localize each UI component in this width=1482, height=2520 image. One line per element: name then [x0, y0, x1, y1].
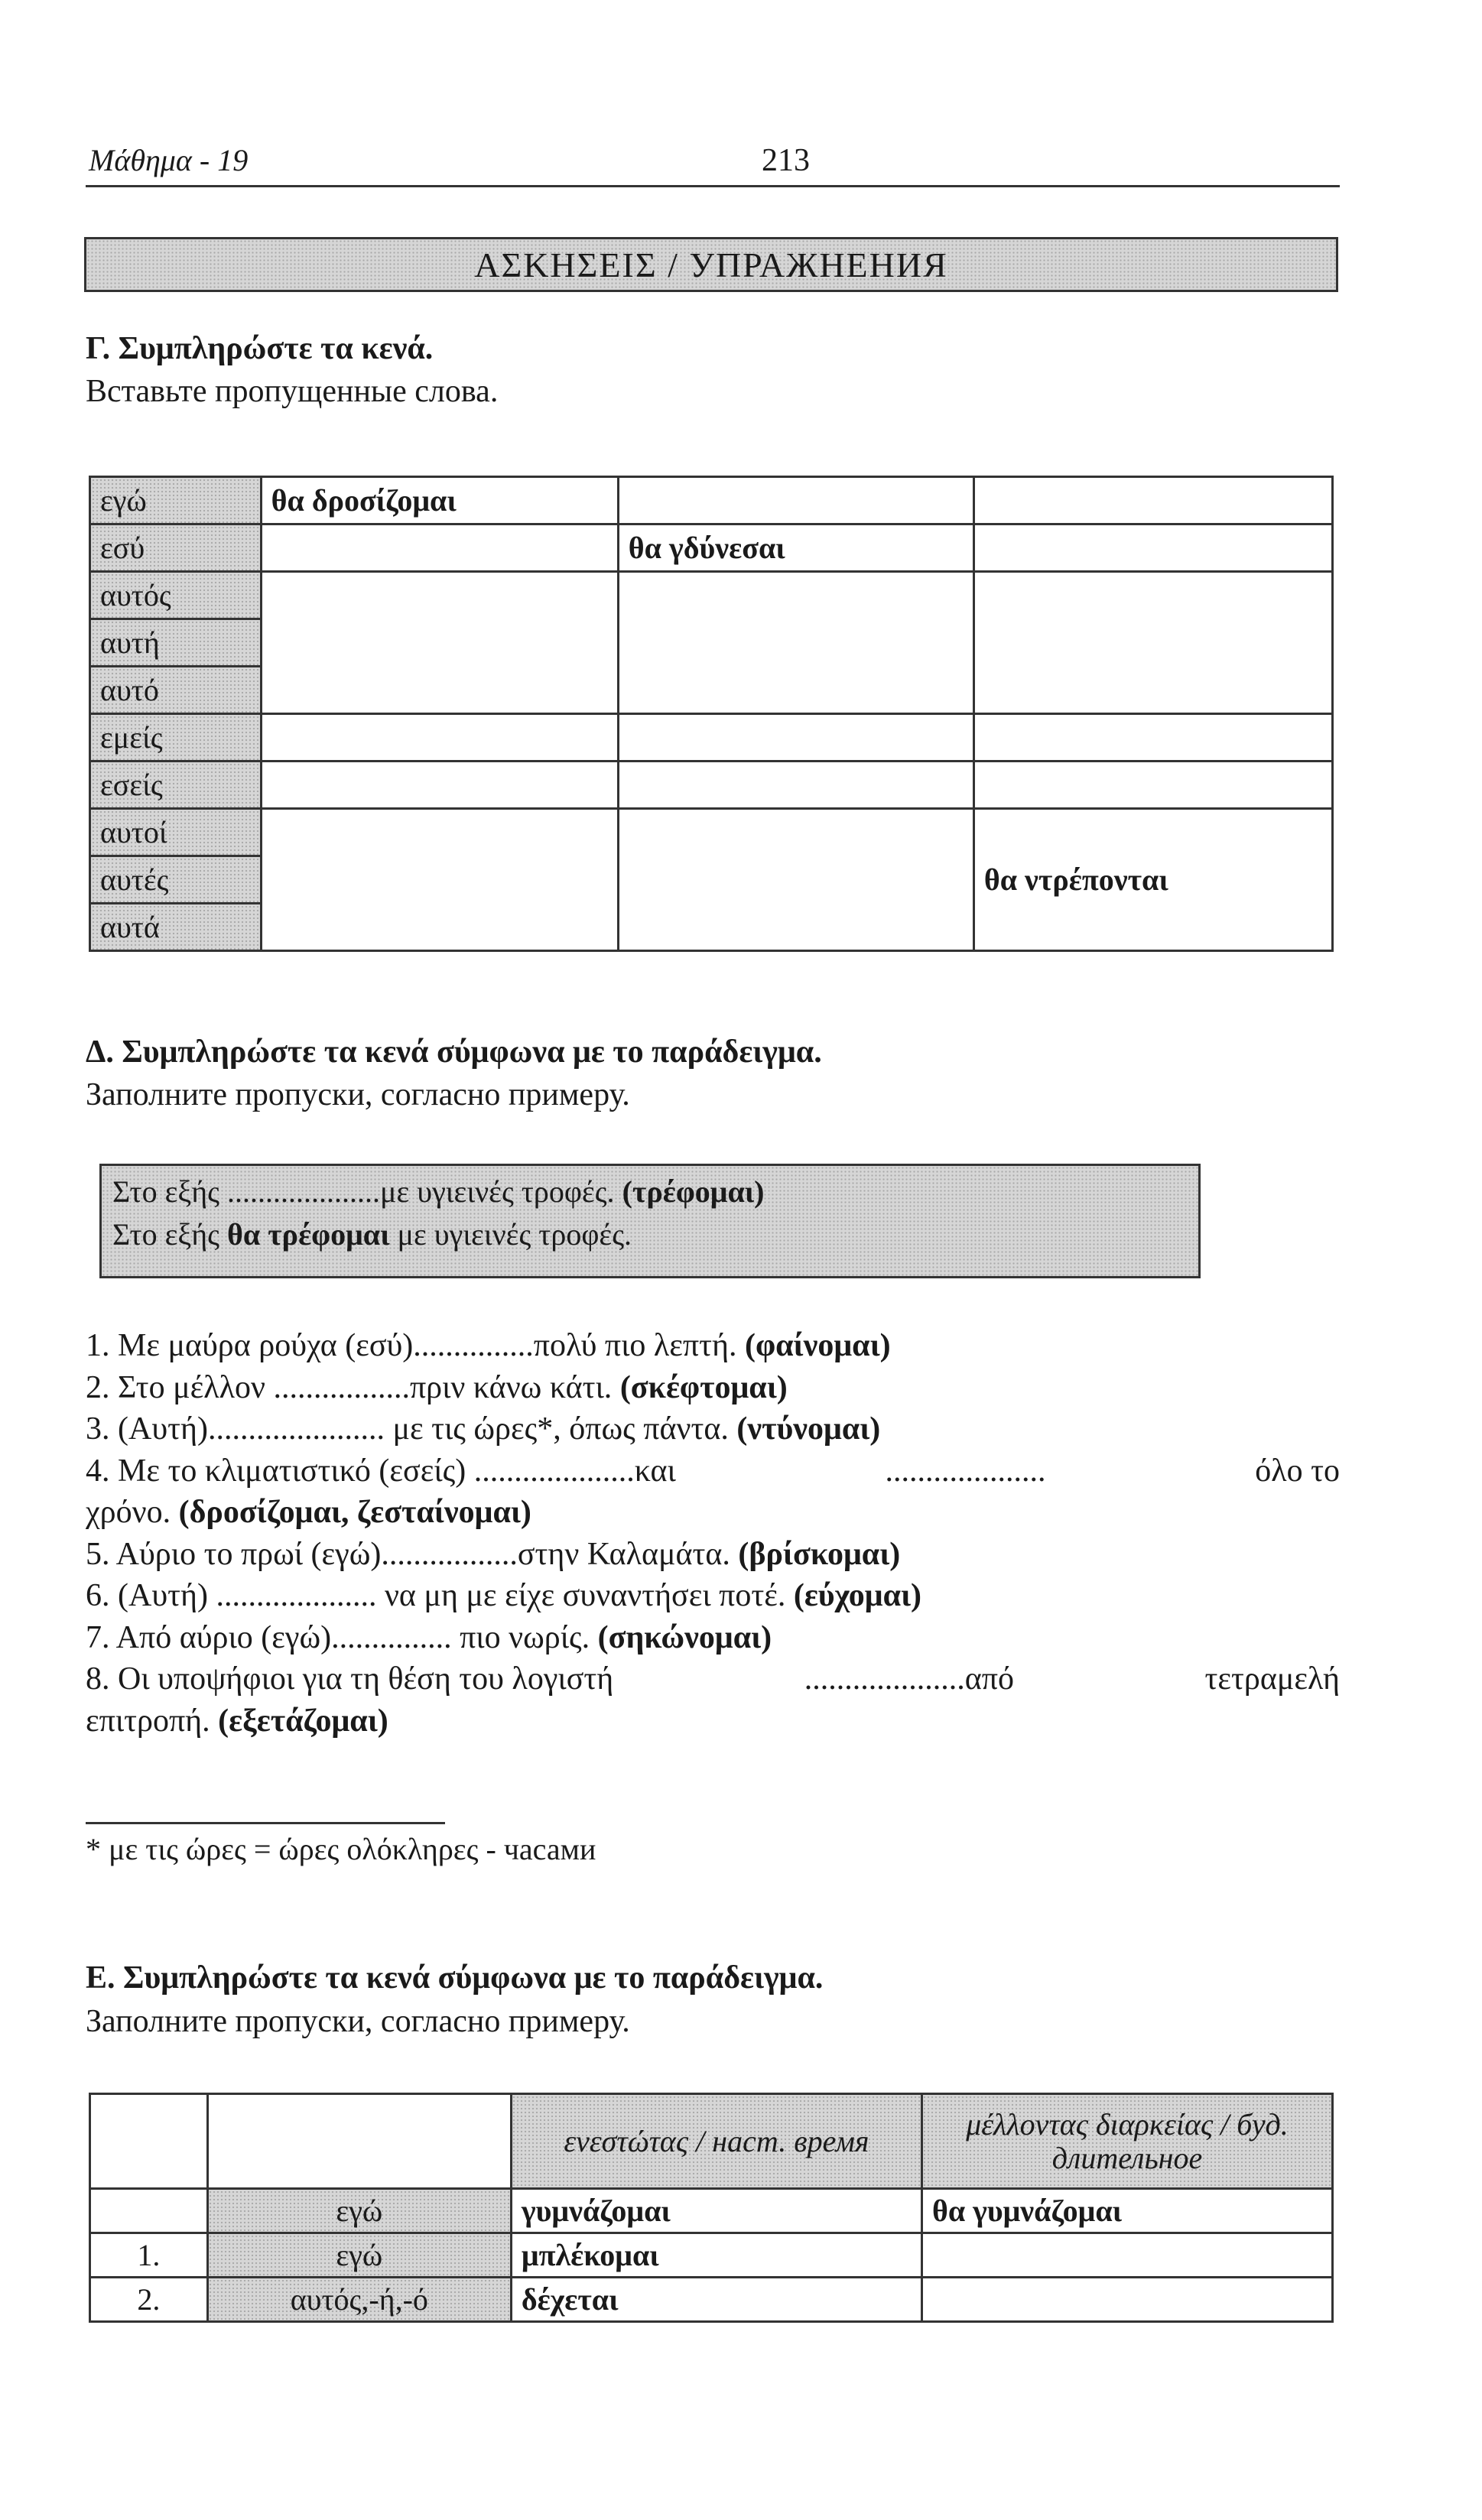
example-answer: θα τρέφομαι [227, 1217, 390, 1252]
blank-cell [90, 2094, 208, 2189]
answer-cell: θα ντρέπονται [973, 809, 1332, 951]
item-number: 2. [86, 1369, 110, 1405]
blank-cell [207, 2094, 511, 2189]
exercise-item-continuation [86, 1492, 1340, 1534]
example-line-1 [112, 1171, 1188, 1213]
header-future: μέλλοντας διαρκείας / буд. длительное [921, 2094, 1332, 2189]
item-verb: (βρίσκομαι) [738, 1536, 901, 1572]
page-header [86, 138, 1340, 187]
item-text: Με το κλιματιστικό (εσείς) ....................και [109, 1453, 676, 1489]
section-banner: ΑΣΚΗΣΕΙΣ / УПРАЖНЕНИЯ [84, 237, 1338, 292]
exercise-item [86, 1534, 1340, 1576]
answer-cell [973, 714, 1332, 762]
item-number: 5. [86, 1536, 110, 1572]
item-text: όλο το [1255, 1453, 1340, 1489]
item-blank: ....................από [804, 1661, 1014, 1697]
item-verb: (εύχομαι) [793, 1578, 922, 1613]
item-text: Στο μέλλον .................πριν κάνω κάτι. [109, 1369, 620, 1405]
pronoun-cell: αυτοί [90, 809, 262, 856]
answer-cell [261, 572, 618, 714]
item-text: Από αύριο (εγώ)............... πιο νωρίς. [109, 1619, 598, 1655]
section-d-subtitle: Заполните пропуски, согласно примеру. [86, 1077, 630, 1112]
present-cell: γυμνάζομαι [511, 2189, 921, 2233]
item-text: (Αυτή)...................... με τις ώρες*, όπως πάντα. [109, 1411, 737, 1447]
pronoun-cell: αυτές [90, 856, 262, 904]
item-text: Με μαύρα ρούχα (εσύ)...............πολύ πιο λεπτή. [109, 1328, 745, 1363]
exercise-item [86, 1575, 1340, 1617]
pronoun-cell: αυτή [90, 619, 262, 667]
conjugation-table-e [89, 2093, 1334, 2323]
pronoun-cell: αυτός,-ή,-ό [207, 2278, 511, 2322]
blank-cell [90, 2189, 208, 2233]
exercise-item [86, 1450, 1340, 1492]
pronoun-cell: εσύ [90, 524, 262, 572]
answer-cell [973, 524, 1332, 572]
example-box [99, 1164, 1201, 1278]
pronoun-cell: αυτά [90, 904, 262, 951]
row-number: 2. [90, 2278, 208, 2322]
future-cell [921, 2233, 1332, 2278]
example-line-2 [112, 1213, 1188, 1256]
example-text: Στο εξής [112, 1217, 228, 1252]
row-number: 1. [90, 2233, 208, 2278]
page-number: 213 [762, 143, 810, 178]
pronoun-cell: εμείς [90, 714, 262, 762]
answer-cell [973, 762, 1332, 809]
section-e-subtitle: Заполните пропуски, согласно примеру. [86, 2004, 630, 2039]
answer-cell [261, 809, 618, 951]
exercise-item [86, 1325, 1340, 1367]
item-verb: (σηκώνομαι) [597, 1619, 772, 1655]
item-number: 8. [86, 1661, 110, 1697]
header-present: ενεστώτας / наст. время [511, 2094, 921, 2189]
future-cell [921, 2278, 1332, 2322]
item-text: (Αυτή) .................... να μη με είχε συναντήσει ποτέ. [109, 1578, 794, 1613]
exercise-item [86, 1617, 1340, 1659]
answer-cell [261, 762, 618, 809]
item-text: Οι υποψήφιοι για τη θέση του λογιστή [109, 1661, 614, 1697]
section-d-title: Δ. Συμπληρώστε τα κενά σύμφωνα με το παράδειγμα. [86, 1034, 822, 1070]
answer-cell: θα δροσίζομαι [261, 477, 618, 524]
item-verb: (σκέφτομαι) [619, 1369, 788, 1405]
pronoun-cell: εγώ [207, 2189, 511, 2233]
answer-cell [618, 714, 973, 762]
exercise-item [86, 1408, 1340, 1450]
answer-cell [973, 477, 1332, 524]
exercise-item-continuation [86, 1700, 1340, 1742]
answer-cell [618, 477, 973, 524]
conjugation-table-g [89, 476, 1334, 952]
item-number: 7. [86, 1619, 110, 1655]
present-cell: μπλέκομαι [511, 2233, 921, 2278]
item-text: επιτροπή. [86, 1703, 219, 1739]
section-g-title: Γ. Συμπληρώστε τα κενά. [86, 331, 434, 366]
item-verb: (φαίνομαι) [744, 1328, 891, 1363]
pronoun-cell: εγώ [207, 2233, 511, 2278]
item-text: τετραμελή [1204, 1661, 1340, 1697]
item-number: 6. [86, 1578, 110, 1613]
answer-cell [973, 572, 1332, 714]
pronoun-cell: αυτό [90, 667, 262, 714]
item-blank: .................... [885, 1453, 1046, 1489]
example-verb: (τρέφομαι) [622, 1174, 765, 1209]
answer-cell [618, 762, 973, 809]
exercise-item [86, 1367, 1340, 1409]
item-number: 4. [86, 1453, 110, 1489]
item-number: 3. [86, 1411, 110, 1447]
item-text: χρόνο. [86, 1495, 179, 1530]
answer-cell [618, 572, 973, 714]
answer-cell [261, 714, 618, 762]
item-number: 1. [86, 1328, 110, 1363]
present-cell: δέχεται [511, 2278, 921, 2322]
pronoun-cell: αυτός [90, 572, 262, 619]
item-verb: (δροσίζομαι, ζεσταίνομαι) [178, 1495, 531, 1530]
footnote: * με τις ώρες = ώρες ολόκληρες - часами [86, 1832, 596, 1866]
example-text: Στο εξής [112, 1174, 228, 1209]
exercise-list [86, 1325, 1340, 1742]
section-e-title: Ε. Συμπληρώστε τα κενά σύμφωνα με το παράδειγμα. [86, 1960, 824, 1996]
example-blank: .................... [227, 1174, 381, 1209]
item-text: Αύριο το πρωί (εγώ).................στην Καλαμάτα. [109, 1536, 739, 1572]
footnote-rule [86, 1822, 445, 1824]
item-verb: (ντύνομαι) [736, 1411, 881, 1447]
item-verb: (εξετάζομαι) [218, 1703, 388, 1739]
example-text: με υγιεινές τροφές. [380, 1174, 622, 1209]
example-text: με υγιεινές τροφές. [389, 1217, 632, 1252]
pronoun-cell: εσείς [90, 762, 262, 809]
section-g-subtitle: Вставьте пропущенные слова. [86, 374, 499, 409]
answer-cell [618, 809, 973, 951]
pronoun-cell: εγώ [90, 477, 262, 524]
answer-cell [261, 524, 618, 572]
lesson-label: Μάθημα - 19 [89, 143, 249, 177]
answer-cell: θα γδύνεσαι [618, 524, 973, 572]
future-cell: θα γυμνάζομαι [921, 2189, 1332, 2233]
exercise-item [86, 1658, 1340, 1700]
